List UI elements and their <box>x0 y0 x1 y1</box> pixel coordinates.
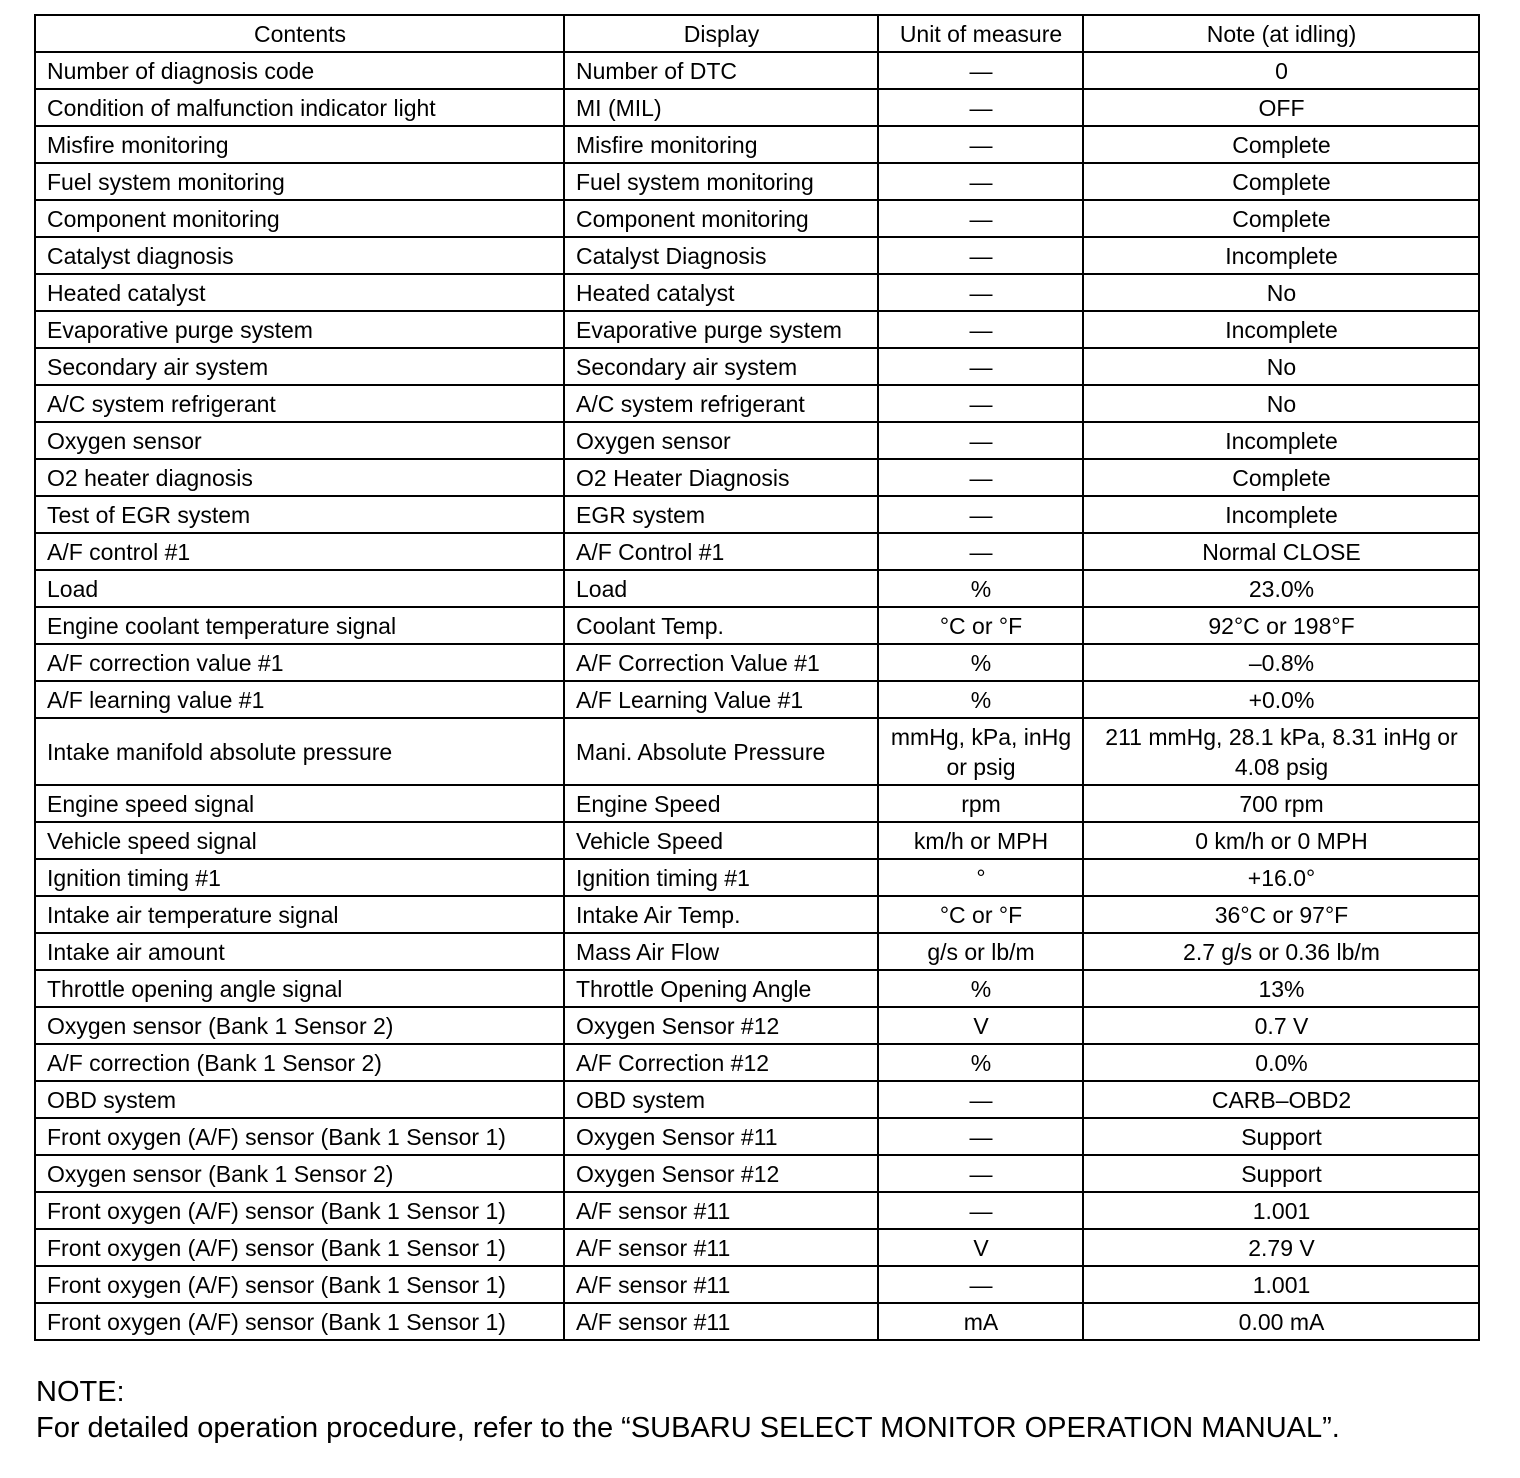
cell-display: Coolant Temp. <box>564 607 878 644</box>
cell-unit: km/h or MPH <box>878 822 1083 859</box>
cell-note: 0.00 mA <box>1083 1303 1479 1340</box>
cell-unit: — <box>878 459 1083 496</box>
cell-contents: Engine speed signal <box>35 785 564 822</box>
header-row <box>35 15 1479 52</box>
table-row <box>35 1266 1479 1303</box>
cell-note: No <box>1083 385 1479 422</box>
cell-unit: mmHg, kPa, inHg or psig <box>878 718 1083 785</box>
cell-note: 0 <box>1083 52 1479 89</box>
cell-note: 1.001 <box>1083 1266 1479 1303</box>
cell-unit: — <box>878 200 1083 237</box>
cell-note: 2.79 V <box>1083 1229 1479 1266</box>
cell-contents: Front oxygen (A/F) sensor (Bank 1 Sensor 1) <box>35 1266 564 1303</box>
cell-display: Secondary air system <box>564 348 878 385</box>
footer-note <box>36 1374 1340 1446</box>
table-row <box>35 896 1479 933</box>
cell-display: Vehicle Speed <box>564 822 878 859</box>
cell-contents: A/F correction (Bank 1 Sensor 2) <box>35 1044 564 1081</box>
cell-display: Misfire monitoring <box>564 126 878 163</box>
table-row <box>35 533 1479 570</box>
cell-unit: % <box>878 644 1083 681</box>
column-header-note: Note (at idling) <box>1083 15 1479 52</box>
cell-contents: Number of diagnosis code <box>35 52 564 89</box>
table-row <box>35 570 1479 607</box>
cell-unit: — <box>878 1155 1083 1192</box>
cell-display: A/F Control #1 <box>564 533 878 570</box>
cell-note: 211 mmHg, 28.1 kPa, 8.31 inHg or 4.08 psig <box>1083 718 1479 785</box>
cell-contents: Engine coolant temperature signal <box>35 607 564 644</box>
table-row <box>35 348 1479 385</box>
column-header-contents: Contents <box>35 15 564 52</box>
document-page <box>34 14 1478 1341</box>
cell-display: MI (MIL) <box>564 89 878 126</box>
cell-unit: — <box>878 496 1083 533</box>
table-row <box>35 681 1479 718</box>
cell-display: Evaporative purge system <box>564 311 878 348</box>
cell-unit: — <box>878 274 1083 311</box>
cell-display: Catalyst Diagnosis <box>564 237 878 274</box>
table-row <box>35 163 1479 200</box>
cell-note: Incomplete <box>1083 311 1479 348</box>
cell-display: Throttle Opening Angle <box>564 970 878 1007</box>
cell-unit: — <box>878 89 1083 126</box>
table-row <box>35 385 1479 422</box>
cell-note: 1.001 <box>1083 1192 1479 1229</box>
cell-note: 23.0% <box>1083 570 1479 607</box>
cell-display: Component monitoring <box>564 200 878 237</box>
cell-note: 700 rpm <box>1083 785 1479 822</box>
table-row <box>35 1044 1479 1081</box>
data-table <box>34 14 1480 1341</box>
table-row <box>35 933 1479 970</box>
cell-contents: A/C system refrigerant <box>35 385 564 422</box>
table-row <box>35 859 1479 896</box>
table-row <box>35 1192 1479 1229</box>
table-row <box>35 274 1479 311</box>
table-row <box>35 822 1479 859</box>
cell-note: 13% <box>1083 970 1479 1007</box>
table-row <box>35 496 1479 533</box>
cell-display: Intake Air Temp. <box>564 896 878 933</box>
cell-unit: — <box>878 163 1083 200</box>
note-text: For detailed operation procedure, refer to the “SUBARU SELECT MONITOR OPERATION MANUAL”. <box>36 1412 1340 1444</box>
cell-note: 0.7 V <box>1083 1007 1479 1044</box>
table-row <box>35 718 1479 785</box>
cell-display: A/F sensor #11 <box>564 1229 878 1266</box>
cell-unit: °C or °F <box>878 896 1083 933</box>
cell-unit: — <box>878 1081 1083 1118</box>
cell-note: No <box>1083 348 1479 385</box>
table-row <box>35 1303 1479 1340</box>
cell-display: Mass Air Flow <box>564 933 878 970</box>
cell-unit: — <box>878 1266 1083 1303</box>
cell-unit: — <box>878 1118 1083 1155</box>
cell-contents: A/F control #1 <box>35 533 564 570</box>
cell-display: Engine Speed <box>564 785 878 822</box>
cell-display: OBD system <box>564 1081 878 1118</box>
cell-contents: Oxygen sensor <box>35 422 564 459</box>
cell-display: Oxygen Sensor #11 <box>564 1118 878 1155</box>
cell-display: A/F sensor #11 <box>564 1266 878 1303</box>
cell-display: A/F sensor #11 <box>564 1192 878 1229</box>
column-header-unit: Unit of measure <box>878 15 1083 52</box>
cell-note: Support <box>1083 1155 1479 1192</box>
cell-note: Incomplete <box>1083 422 1479 459</box>
cell-note: +0.0% <box>1083 681 1479 718</box>
cell-contents: Test of EGR system <box>35 496 564 533</box>
table-row <box>35 52 1479 89</box>
cell-contents: Front oxygen (A/F) sensor (Bank 1 Sensor 1) <box>35 1192 564 1229</box>
cell-display: Mani. Absolute Pressure <box>564 718 878 785</box>
cell-note: +16.0° <box>1083 859 1479 896</box>
cell-display: A/F Correction Value #1 <box>564 644 878 681</box>
cell-contents: A/F learning value #1 <box>35 681 564 718</box>
cell-display: Load <box>564 570 878 607</box>
cell-display: A/F Learning Value #1 <box>564 681 878 718</box>
cell-note: Incomplete <box>1083 496 1479 533</box>
cell-unit: — <box>878 348 1083 385</box>
cell-unit: — <box>878 533 1083 570</box>
cell-unit: — <box>878 311 1083 348</box>
table-row <box>35 607 1479 644</box>
cell-display: Ignition timing #1 <box>564 859 878 896</box>
table-row <box>35 1081 1479 1118</box>
cell-unit: rpm <box>878 785 1083 822</box>
cell-note: Complete <box>1083 200 1479 237</box>
cell-contents: Intake air amount <box>35 933 564 970</box>
cell-display: Oxygen sensor <box>564 422 878 459</box>
table-row <box>35 1007 1479 1044</box>
table-row <box>35 1155 1479 1192</box>
cell-contents: A/F correction value #1 <box>35 644 564 681</box>
table-row <box>35 1229 1479 1266</box>
cell-contents: Evaporative purge system <box>35 311 564 348</box>
cell-unit: — <box>878 52 1083 89</box>
table-body <box>35 52 1479 1340</box>
cell-unit: — <box>878 385 1083 422</box>
cell-note: 36°C or 97°F <box>1083 896 1479 933</box>
cell-unit: — <box>878 237 1083 274</box>
cell-note: 0 km/h or 0 MPH <box>1083 822 1479 859</box>
cell-note: Normal CLOSE <box>1083 533 1479 570</box>
cell-display: A/F Correction #12 <box>564 1044 878 1081</box>
cell-note: Complete <box>1083 459 1479 496</box>
cell-contents: Intake manifold absolute pressure <box>35 718 564 785</box>
table-header <box>35 15 1479 52</box>
cell-contents: Condition of malfunction indicator light <box>35 89 564 126</box>
cell-note: 92°C or 198°F <box>1083 607 1479 644</box>
cell-unit: °C or °F <box>878 607 1083 644</box>
cell-contents: Catalyst diagnosis <box>35 237 564 274</box>
cell-contents: Front oxygen (A/F) sensor (Bank 1 Sensor 1) <box>35 1303 564 1340</box>
cell-unit: — <box>878 126 1083 163</box>
table-row <box>35 459 1479 496</box>
cell-unit: % <box>878 570 1083 607</box>
cell-unit: % <box>878 970 1083 1007</box>
cell-note: Incomplete <box>1083 237 1479 274</box>
cell-contents: Ignition timing #1 <box>35 859 564 896</box>
note-heading: NOTE: <box>36 1376 125 1408</box>
table-row <box>35 970 1479 1007</box>
cell-unit: V <box>878 1229 1083 1266</box>
column-header-display: Display <box>564 15 878 52</box>
table-row <box>35 311 1479 348</box>
cell-note: Complete <box>1083 126 1479 163</box>
table-row <box>35 422 1479 459</box>
cell-contents: Intake air temperature signal <box>35 896 564 933</box>
cell-contents: O2 heater diagnosis <box>35 459 564 496</box>
cell-unit: g/s or lb/m <box>878 933 1083 970</box>
cell-note: Complete <box>1083 163 1479 200</box>
cell-display: Oxygen Sensor #12 <box>564 1155 878 1192</box>
table-row <box>35 237 1479 274</box>
cell-unit: — <box>878 422 1083 459</box>
cell-contents: Component monitoring <box>35 200 564 237</box>
cell-contents: Front oxygen (A/F) sensor (Bank 1 Sensor 1) <box>35 1118 564 1155</box>
table-row <box>35 200 1479 237</box>
cell-contents: Misfire monitoring <box>35 126 564 163</box>
cell-display: O2 Heater Diagnosis <box>564 459 878 496</box>
cell-contents: OBD system <box>35 1081 564 1118</box>
cell-unit: % <box>878 1044 1083 1081</box>
cell-contents: Vehicle speed signal <box>35 822 564 859</box>
cell-note: 2.7 g/s or 0.36 lb/m <box>1083 933 1479 970</box>
cell-contents: Throttle opening angle signal <box>35 970 564 1007</box>
table-row <box>35 1118 1479 1155</box>
cell-contents: Heated catalyst <box>35 274 564 311</box>
cell-note: Support <box>1083 1118 1479 1155</box>
cell-contents: Load <box>35 570 564 607</box>
cell-note: 0.0% <box>1083 1044 1479 1081</box>
table-row <box>35 644 1479 681</box>
cell-display: Fuel system monitoring <box>564 163 878 200</box>
cell-note: –0.8% <box>1083 644 1479 681</box>
cell-unit: mA <box>878 1303 1083 1340</box>
cell-note: CARB–OBD2 <box>1083 1081 1479 1118</box>
cell-display: A/F sensor #11 <box>564 1303 878 1340</box>
cell-display: Number of DTC <box>564 52 878 89</box>
cell-display: Heated catalyst <box>564 274 878 311</box>
cell-contents: Front oxygen (A/F) sensor (Bank 1 Sensor 1) <box>35 1229 564 1266</box>
cell-contents: Oxygen sensor (Bank 1 Sensor 2) <box>35 1155 564 1192</box>
cell-note: No <box>1083 274 1479 311</box>
cell-display: Oxygen Sensor #12 <box>564 1007 878 1044</box>
table-row <box>35 89 1479 126</box>
cell-unit: V <box>878 1007 1083 1044</box>
table-row <box>35 785 1479 822</box>
cell-contents: Secondary air system <box>35 348 564 385</box>
cell-unit: ° <box>878 859 1083 896</box>
cell-display: EGR system <box>564 496 878 533</box>
cell-unit: — <box>878 1192 1083 1229</box>
cell-display: A/C system refrigerant <box>564 385 878 422</box>
cell-contents: Oxygen sensor (Bank 1 Sensor 2) <box>35 1007 564 1044</box>
cell-note: OFF <box>1083 89 1479 126</box>
cell-contents: Fuel system monitoring <box>35 163 564 200</box>
table-row <box>35 126 1479 163</box>
cell-unit: % <box>878 681 1083 718</box>
